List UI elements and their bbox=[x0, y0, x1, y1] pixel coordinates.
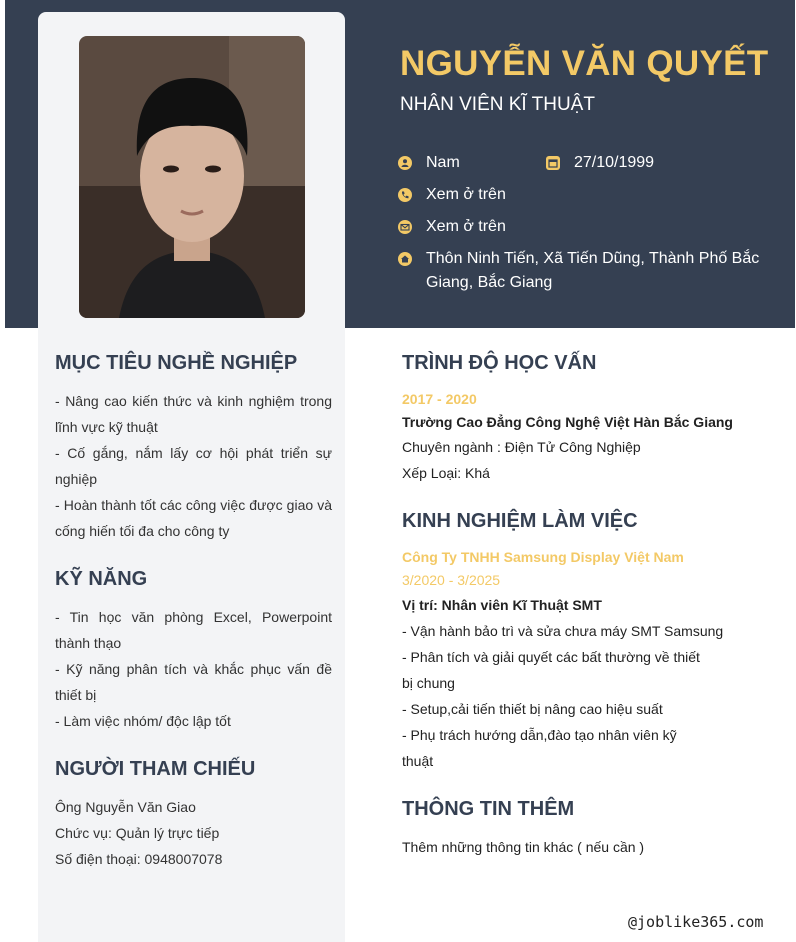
address-value bbox=[426, 247, 759, 295]
phone-value: Xem ở trên bbox=[426, 186, 506, 203]
education-school: Trường Cao Đẳng Công Nghệ Việt Hàn Bắc Giang bbox=[402, 414, 733, 430]
person-icon bbox=[398, 156, 412, 170]
gender-row bbox=[398, 151, 538, 175]
address-line-2: Giang, Bắc Giang bbox=[426, 274, 553, 291]
reference-phone: Số điện thoại: 0948007078 bbox=[55, 851, 223, 867]
education-grade: Xếp Loại: Khá bbox=[402, 465, 490, 481]
email-icon bbox=[398, 220, 412, 234]
gender-value: Nam bbox=[426, 154, 460, 171]
education-period: 2017 - 2020 bbox=[402, 391, 477, 407]
home-icon bbox=[398, 252, 412, 266]
address-row bbox=[398, 247, 768, 295]
experience-line: - Setup,cải tiến thiết bị nâng cao hiệu suất bbox=[402, 701, 663, 717]
experience-line: bị chung bbox=[402, 675, 455, 691]
experience-period: 3/2020 - 3/2025 bbox=[402, 572, 501, 588]
additional-text: Thêm những thông tin khác ( nếu cần ) bbox=[402, 839, 645, 855]
experience-title: KINH NGHIỆM LÀM VIỆC bbox=[402, 510, 638, 532]
birthdate-row bbox=[546, 151, 746, 175]
experience-line: - Phân tích và giải quyết các bất thường về thiết bbox=[402, 649, 700, 665]
education-major: Chuyên ngành : Điện Tử Công Nghiệp bbox=[402, 439, 641, 455]
additional-title: THÔNG TIN THÊM bbox=[402, 798, 575, 820]
experience-line: - Vận hành bảo trì và sửa chưa máy SMT Samsung bbox=[402, 623, 724, 639]
phone-row bbox=[398, 183, 738, 207]
reference-name: Ông Nguyễn Văn Giao bbox=[55, 799, 196, 815]
experience-company: Công Ty TNHH Samsung Display Việt Nam bbox=[402, 549, 684, 565]
skill-item: - Làm việc nhóm/ độc lập tốt bbox=[55, 713, 231, 729]
calendar-icon bbox=[546, 156, 560, 170]
email-value: Xem ở trên bbox=[426, 218, 506, 235]
job-title: NHÂN VIÊN KĨ THUẬT bbox=[400, 94, 595, 115]
phone-icon bbox=[398, 188, 412, 202]
candidate-name: NGUYỄN VĂN QUYẾT bbox=[400, 44, 769, 83]
skill-item: - Tin học văn phòng Excel, Powerpoint thành thạo bbox=[55, 609, 332, 651]
email-row bbox=[398, 215, 738, 239]
experience-position: Vị trí: Nhân viên Kĩ Thuật SMT bbox=[402, 597, 602, 613]
reference-position: Chức vụ: Quản lý trực tiếp bbox=[55, 825, 220, 841]
skill-item: - Kỹ năng phân tích và khắc phục vấn đề thiết bị bbox=[55, 661, 332, 703]
objective-item: - Cố gắng, nắm lấy cơ hội phát triển sự nghiệp bbox=[55, 445, 332, 487]
skills-title: KỸ NĂNG bbox=[55, 568, 148, 590]
address-line-1: Thôn Ninh Tiến, Xã Tiến Dũng, Thành Phố Bắc bbox=[426, 250, 760, 267]
experience-line: - Phụ trách hướng dẫn,đào tạo nhân viên kỹ bbox=[402, 727, 677, 743]
experience-line: thuật bbox=[402, 753, 434, 769]
objective-item: - Hoàn thành tốt các công việc được giao và cống hiến tối đa cho công ty bbox=[55, 497, 332, 539]
education-title: TRÌNH ĐỘ HỌC VẤN bbox=[402, 352, 597, 374]
references-title: NGƯỜI THAM CHIẾU bbox=[55, 758, 256, 780]
profile-photo bbox=[79, 36, 305, 318]
watermark: @joblike365.com bbox=[628, 913, 764, 931]
birthdate-value: 27/10/1999 bbox=[574, 154, 655, 171]
objective-item: - Nâng cao kiến thức và kinh nghiệm trong lĩnh vực kỹ thuật bbox=[55, 393, 332, 435]
objective-title: MỤC TIÊU NGHỀ NGHIỆP bbox=[55, 352, 298, 374]
